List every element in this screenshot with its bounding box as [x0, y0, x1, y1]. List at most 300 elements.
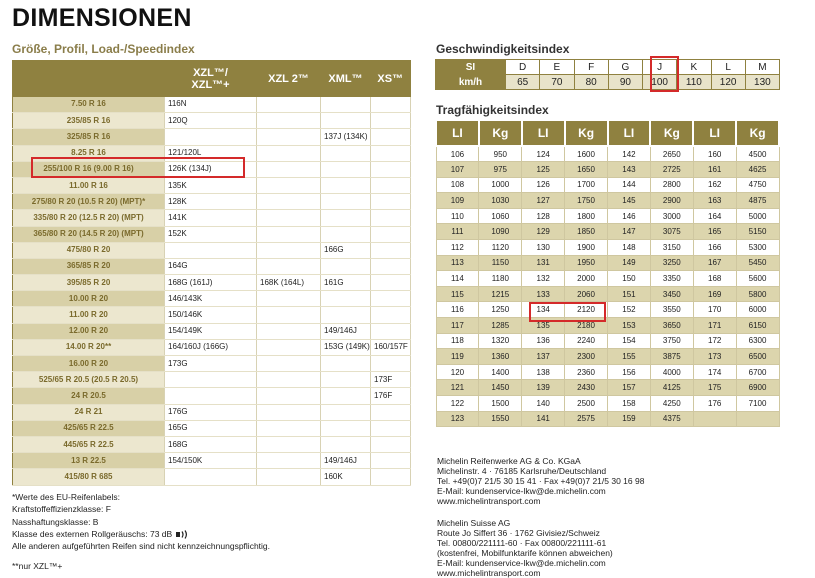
table-row — [436, 255, 779, 271]
index-cell — [321, 258, 371, 274]
speed-index-title: Geschwindigkeitsindex — [436, 42, 570, 56]
load-kg-cell: 5600 — [736, 271, 779, 287]
load-kg-cell: 4250 — [650, 396, 693, 412]
load-index-cell: 115 — [436, 286, 479, 302]
speed-code-cell: E — [540, 60, 574, 75]
table-row — [436, 193, 779, 209]
table-row — [13, 145, 411, 161]
tire-size-cell: 13 R 22.5 — [13, 453, 165, 469]
table-row — [13, 210, 411, 226]
index-cell — [257, 339, 321, 355]
tire-size-cell: 12.00 R 20 — [13, 323, 165, 339]
index-cell — [165, 129, 257, 145]
load-kg-cell: 1500 — [479, 396, 522, 412]
table-row — [436, 380, 779, 396]
speed-code-cell: L — [711, 60, 745, 75]
index-cell: 135K — [165, 177, 257, 193]
speed-value-cell: 70 — [540, 75, 574, 90]
load-kg-cell: 2060 — [565, 286, 608, 302]
index-cell — [257, 307, 321, 323]
load-kg-cell: 5450 — [736, 255, 779, 271]
index-cell — [371, 242, 411, 258]
website-link[interactable]: www.michelintransport.com — [437, 496, 541, 506]
load-kg-cell: 2900 — [650, 193, 693, 209]
table-row — [13, 226, 411, 242]
load-kg-cell: 1360 — [479, 349, 522, 365]
index-cell: 168K (164L) — [257, 275, 321, 291]
load-kg-cell: 1550 — [479, 411, 522, 427]
speed-value-cell: 80 — [574, 75, 608, 90]
tire-size-cell: 235/85 R 16 — [13, 113, 165, 129]
index-cell — [371, 356, 411, 372]
load-index-cell: 144 — [608, 177, 651, 193]
load-kg-cell: 2725 — [650, 162, 693, 178]
load-kg-cell: 2360 — [565, 364, 608, 380]
table-row — [436, 240, 779, 256]
load-index-cell: 172 — [693, 333, 736, 349]
index-cell: 164/160J (166G) — [165, 339, 257, 355]
load-index-cell: 175 — [693, 380, 736, 396]
index-cell — [371, 129, 411, 145]
index-cell: 152K — [165, 226, 257, 242]
load-kg-cell: 2240 — [565, 333, 608, 349]
load-kg-cell: 4500 — [736, 146, 779, 162]
load-index-cell: 149 — [608, 255, 651, 271]
load-index-cell: 173 — [693, 349, 736, 365]
index-cell — [257, 242, 321, 258]
load-kg-cell: 3075 — [650, 224, 693, 240]
index-cell: 168G — [165, 436, 257, 452]
load-header-cell: LI — [436, 120, 479, 146]
load-index-cell: 112 — [436, 240, 479, 256]
table-row — [13, 323, 411, 339]
note-line: *Werte des EU-Reifenlabels: — [12, 492, 121, 502]
load-index-cell: 166 — [693, 240, 736, 256]
tire-size-cell: 395/85 R 20 — [13, 275, 165, 291]
note-line — [12, 528, 270, 540]
load-index-cell: 162 — [693, 177, 736, 193]
load-index-cell: 127 — [522, 193, 565, 209]
load-kg-cell: 1120 — [479, 240, 522, 256]
load-kg-cell: 6150 — [736, 318, 779, 334]
index-cell — [257, 97, 321, 113]
tire-size-cell: 475/80 R 20 — [13, 242, 165, 258]
load-index-cell: 117 — [436, 318, 479, 334]
load-index-cell: 158 — [608, 396, 651, 412]
load-index-cell: 118 — [436, 333, 479, 349]
website-link[interactable]: www.michelintransport.com — [437, 568, 541, 578]
load-index-cell: 145 — [608, 193, 651, 209]
table-row — [436, 349, 779, 365]
address-line: Route Jo Siffert 36 · 1762 Givisiez/Schweiz — [437, 528, 600, 538]
load-kg-cell: 2300 — [565, 349, 608, 365]
load-index-cell: 138 — [522, 364, 565, 380]
load-kg-cell: 4000 — [650, 364, 693, 380]
load-kg-cell: 2650 — [650, 146, 693, 162]
table-row — [436, 302, 779, 318]
index-cell — [257, 226, 321, 242]
load-index-cell: 126 — [522, 177, 565, 193]
index-cell — [371, 323, 411, 339]
load-kg-cell: 1215 — [479, 286, 522, 302]
index-cell: 146/143K — [165, 291, 257, 307]
tire-size-cell: 275/80 R 20 (10.5 R 20) (MPT)* — [13, 194, 165, 210]
index-cell — [165, 372, 257, 388]
load-index-cell: 107 — [436, 162, 479, 178]
address-line: Michelinstr. 4 · 76185 Karlsruhe/Deutschland — [437, 466, 607, 476]
load-index-cell: 147 — [608, 224, 651, 240]
index-cell — [321, 210, 371, 226]
load-kg-cell: 1850 — [565, 224, 608, 240]
load-kg-cell: 2180 — [565, 318, 608, 334]
size-table — [12, 60, 411, 486]
tire-size-cell: 8.25 R 16 — [13, 145, 165, 161]
address-line: Michelin Suisse AG — [437, 518, 511, 528]
index-cell — [321, 291, 371, 307]
index-cell — [371, 469, 411, 485]
speed-code-cell: G — [608, 60, 642, 75]
speed-code-cell: K — [677, 60, 711, 75]
index-cell — [257, 436, 321, 452]
index-cell — [371, 453, 411, 469]
index-cell — [321, 145, 371, 161]
note-line: **nur XZL™+ — [12, 561, 63, 572]
load-index-title: Tragfähigkeitsindex — [436, 103, 549, 117]
size-table-header — [13, 61, 411, 97]
index-cell — [257, 129, 321, 145]
index-cell — [257, 404, 321, 420]
header-xzl2: XZL 2™ — [257, 61, 321, 97]
load-kg-cell — [736, 411, 779, 427]
tire-size-cell: 365/80 R 20 (14.5 R 20) (MPT) — [13, 226, 165, 242]
index-cell — [321, 372, 371, 388]
load-kg-cell: 3750 — [650, 333, 693, 349]
table-row — [13, 113, 411, 129]
load-header-cell: Kg — [736, 120, 779, 146]
table-row — [13, 372, 411, 388]
index-cell — [257, 210, 321, 226]
load-index-cell — [693, 411, 736, 427]
index-cell — [371, 113, 411, 129]
load-index-cell: 142 — [608, 146, 651, 162]
load-kg-cell: 3150 — [650, 240, 693, 256]
load-index-cell: 108 — [436, 177, 479, 193]
load-kg-cell: 1700 — [565, 177, 608, 193]
address-line: (kostenfrei, Mobilfunktarife können abweichen) — [437, 548, 613, 558]
table-row — [13, 356, 411, 372]
table-row — [436, 224, 779, 240]
index-cell — [257, 356, 321, 372]
load-kg-cell: 1180 — [479, 271, 522, 287]
tire-size-cell: 425/65 R 22.5 — [13, 420, 165, 436]
load-kg-cell: 6500 — [736, 349, 779, 365]
load-index-cell: 159 — [608, 411, 651, 427]
load-index-cell: 132 — [522, 271, 565, 287]
index-cell — [165, 388, 257, 404]
load-kg-cell: 2430 — [565, 380, 608, 396]
tire-size-cell: 16.00 R 20 — [13, 356, 165, 372]
index-cell — [371, 161, 411, 177]
load-kg-cell: 1600 — [565, 146, 608, 162]
table-row — [13, 420, 411, 436]
load-kg-cell: 3000 — [650, 208, 693, 224]
load-header-cell: Kg — [479, 120, 522, 146]
table-row — [13, 436, 411, 452]
table-row — [436, 411, 779, 427]
load-kg-cell: 1400 — [479, 364, 522, 380]
load-index-cell: 154 — [608, 333, 651, 349]
load-kg-cell: 2500 — [565, 396, 608, 412]
header-size — [13, 61, 165, 97]
load-index-cell: 136 — [522, 333, 565, 349]
load-kg-cell: 1750 — [565, 193, 608, 209]
noise-waves-icon — [175, 530, 191, 539]
load-kg-cell: 1150 — [479, 255, 522, 271]
tire-size-cell: 255/100 R 16 (9.00 R 16) — [13, 161, 165, 177]
index-cell: 120Q — [165, 113, 257, 129]
load-index-cell: 164 — [693, 208, 736, 224]
load-index-cell: 170 — [693, 302, 736, 318]
load-kg-cell: 1030 — [479, 193, 522, 209]
note-line: Nasshaftungsklasse: B — [12, 516, 99, 527]
index-cell — [371, 307, 411, 323]
index-cell — [371, 291, 411, 307]
table-row — [13, 388, 411, 404]
load-kg-cell: 1950 — [565, 255, 608, 271]
table-row — [13, 161, 411, 177]
load-index-cell: 122 — [436, 396, 479, 412]
index-cell — [371, 420, 411, 436]
table-row — [436, 146, 779, 162]
speed-value-cell: 90 — [608, 75, 642, 90]
load-index-cell: 111 — [436, 224, 479, 240]
table-row — [13, 275, 411, 291]
load-kg-cell: 7100 — [736, 396, 779, 412]
tire-size-cell: 10.00 R 20 — [13, 291, 165, 307]
index-cell: 164G — [165, 258, 257, 274]
table-row — [13, 307, 411, 323]
table-row — [436, 396, 779, 412]
address-switzerland — [437, 518, 613, 578]
index-cell: 126K (134J) — [165, 161, 257, 177]
load-kg-cell: 1900 — [565, 240, 608, 256]
index-cell: 176F — [371, 388, 411, 404]
tire-size-cell: 525/65 R 20.5 (20.5 R 20.5) — [13, 372, 165, 388]
table-row — [436, 271, 779, 287]
index-cell — [257, 258, 321, 274]
tire-size-cell: 14.00 R 20** — [13, 339, 165, 355]
load-index-cell: 165 — [693, 224, 736, 240]
load-index-cell: 139 — [522, 380, 565, 396]
load-kg-cell: 6000 — [736, 302, 779, 318]
address-germany — [437, 456, 644, 506]
load-header-cell: Kg — [650, 120, 693, 146]
noise-class-text: Klasse des externen Rollgeräuschs: 73 dB — [12, 528, 173, 539]
index-cell — [257, 291, 321, 307]
load-index-cell: 131 — [522, 255, 565, 271]
index-cell — [257, 420, 321, 436]
table-row — [436, 333, 779, 349]
load-kg-cell: 1090 — [479, 224, 522, 240]
load-index-cell: 113 — [436, 255, 479, 271]
index-cell — [321, 388, 371, 404]
header-xml: XML™ — [321, 61, 371, 97]
index-cell — [321, 161, 371, 177]
load-index-cell: 135 — [522, 318, 565, 334]
table-row — [13, 291, 411, 307]
load-kg-cell: 6700 — [736, 364, 779, 380]
load-index-cell: 168 — [693, 271, 736, 287]
load-kg-cell: 3250 — [650, 255, 693, 271]
load-kg-cell: 2800 — [650, 177, 693, 193]
load-index-cell: 116 — [436, 302, 479, 318]
speed-value-cell: 120 — [711, 75, 745, 90]
load-index-cell: 157 — [608, 380, 651, 396]
load-index-cell: 106 — [436, 146, 479, 162]
load-index-cell: 160 — [693, 146, 736, 162]
index-cell: 166G — [321, 242, 371, 258]
load-index-cell: 150 — [608, 271, 651, 287]
index-cell — [371, 145, 411, 161]
index-cell: 149/146J — [321, 323, 371, 339]
table-row — [436, 318, 779, 334]
load-kg-cell: 1650 — [565, 162, 608, 178]
load-index-table — [435, 119, 780, 427]
email-link[interactable]: E-Mail: kundenservice-lkw@de.michelin.com — [437, 486, 606, 496]
index-cell — [321, 113, 371, 129]
load-kg-cell: 1450 — [479, 380, 522, 396]
index-cell: 165G — [165, 420, 257, 436]
index-cell: 121/120L — [165, 145, 257, 161]
index-cell: 128K — [165, 194, 257, 210]
index-cell: 168G (161J) — [165, 275, 257, 291]
index-cell: 161G — [321, 275, 371, 291]
load-kg-cell: 6300 — [736, 333, 779, 349]
load-index-cell: 120 — [436, 364, 479, 380]
speed-index-table — [435, 59, 780, 90]
tire-size-cell: 7.50 R 16 — [13, 97, 165, 113]
address-line: Tel. 00800/221111-60 · Fax 00800/221111-61 — [437, 538, 607, 548]
load-index-cell: 155 — [608, 349, 651, 365]
index-cell: 173G — [165, 356, 257, 372]
table-row — [436, 162, 779, 178]
speed-value-cell: 130 — [745, 75, 779, 90]
tire-size-cell: 335/80 R 20 (12.5 R 20) (MPT) — [13, 210, 165, 226]
load-kg-cell: 3450 — [650, 286, 693, 302]
load-index-cell: 163 — [693, 193, 736, 209]
load-index-cell: 148 — [608, 240, 651, 256]
index-cell — [257, 161, 321, 177]
email-link[interactable]: E-Mail: kundenservice-lkw@de.michelin.com — [437, 558, 606, 568]
address-line: Michelin Reifenwerke AG & Co. KGaA — [437, 456, 581, 466]
si-label: SI — [436, 60, 506, 75]
index-cell — [257, 323, 321, 339]
load-kg-cell: 950 — [479, 146, 522, 162]
address-line: Tel. +49(0)7 21/5 30 15 41 · Fax +49(0)7 21/5 30 16 98 — [437, 476, 645, 486]
index-cell — [321, 307, 371, 323]
load-kg-cell: 4375 — [650, 411, 693, 427]
index-cell — [371, 97, 411, 113]
load-kg-cell: 1250 — [479, 302, 522, 318]
table-row — [13, 339, 411, 355]
load-kg-cell: 1285 — [479, 318, 522, 334]
load-index-cell: 169 — [693, 286, 736, 302]
load-kg-cell: 2000 — [565, 271, 608, 287]
index-cell — [321, 356, 371, 372]
speed-value-cell: 100 — [643, 75, 677, 90]
tire-size-cell: 365/85 R 20 — [13, 258, 165, 274]
load-kg-cell: 1800 — [565, 208, 608, 224]
load-index-cell: 161 — [693, 162, 736, 178]
index-cell — [257, 453, 321, 469]
index-cell: 154/149K — [165, 323, 257, 339]
index-cell: 173F — [371, 372, 411, 388]
index-cell — [257, 388, 321, 404]
table-row — [13, 242, 411, 258]
load-index-cell: 121 — [436, 380, 479, 396]
index-cell — [371, 275, 411, 291]
load-kg-cell: 3875 — [650, 349, 693, 365]
table-row — [13, 194, 411, 210]
index-cell: 160K — [321, 469, 371, 485]
tire-size-cell: 11.00 R 16 — [13, 177, 165, 193]
tire-size-cell: 325/85 R 16 — [13, 129, 165, 145]
load-kg-cell: 5150 — [736, 224, 779, 240]
index-cell: 150/146K — [165, 307, 257, 323]
index-cell — [257, 469, 321, 485]
load-index-cell: 124 — [522, 146, 565, 162]
index-cell: 176G — [165, 404, 257, 420]
index-cell — [321, 97, 371, 113]
load-index-cell: 140 — [522, 396, 565, 412]
index-cell — [257, 372, 321, 388]
tire-size-cell: 24 R 20.5 — [13, 388, 165, 404]
load-kg-cell: 4125 — [650, 380, 693, 396]
load-kg-cell: 2575 — [565, 411, 608, 427]
index-cell — [257, 177, 321, 193]
load-index-cell: 109 — [436, 193, 479, 209]
load-kg-cell: 3650 — [650, 318, 693, 334]
load-index-cell: 171 — [693, 318, 736, 334]
load-kg-cell: 4875 — [736, 193, 779, 209]
load-header-cell: LI — [693, 120, 736, 146]
table-row — [13, 469, 411, 485]
load-kg-cell: 1320 — [479, 333, 522, 349]
index-cell — [371, 258, 411, 274]
size-table-subtitle: Größe, Profil, Load-/Speedindex — [12, 42, 195, 56]
load-kg-cell: 4750 — [736, 177, 779, 193]
header-xzl: XZL™/ XZL™+ — [165, 61, 257, 97]
index-cell: 137J (134K) — [321, 129, 371, 145]
table-row — [13, 129, 411, 145]
load-index-cell: 167 — [693, 255, 736, 271]
load-index-cell: 110 — [436, 208, 479, 224]
table-row — [13, 177, 411, 193]
load-index-cell: 156 — [608, 364, 651, 380]
footnotes — [12, 491, 270, 573]
load-index-cell: 143 — [608, 162, 651, 178]
tire-size-cell: 24 R 21 — [13, 404, 165, 420]
index-cell: 153G (149K) — [321, 339, 371, 355]
load-index-cell: 134 — [522, 302, 565, 318]
load-kg-cell: 5800 — [736, 286, 779, 302]
index-cell: 141K — [165, 210, 257, 226]
speed-code-cell: D — [506, 60, 540, 75]
index-cell — [321, 404, 371, 420]
index-cell — [371, 177, 411, 193]
index-cell — [321, 226, 371, 242]
load-index-cell: 176 — [693, 396, 736, 412]
